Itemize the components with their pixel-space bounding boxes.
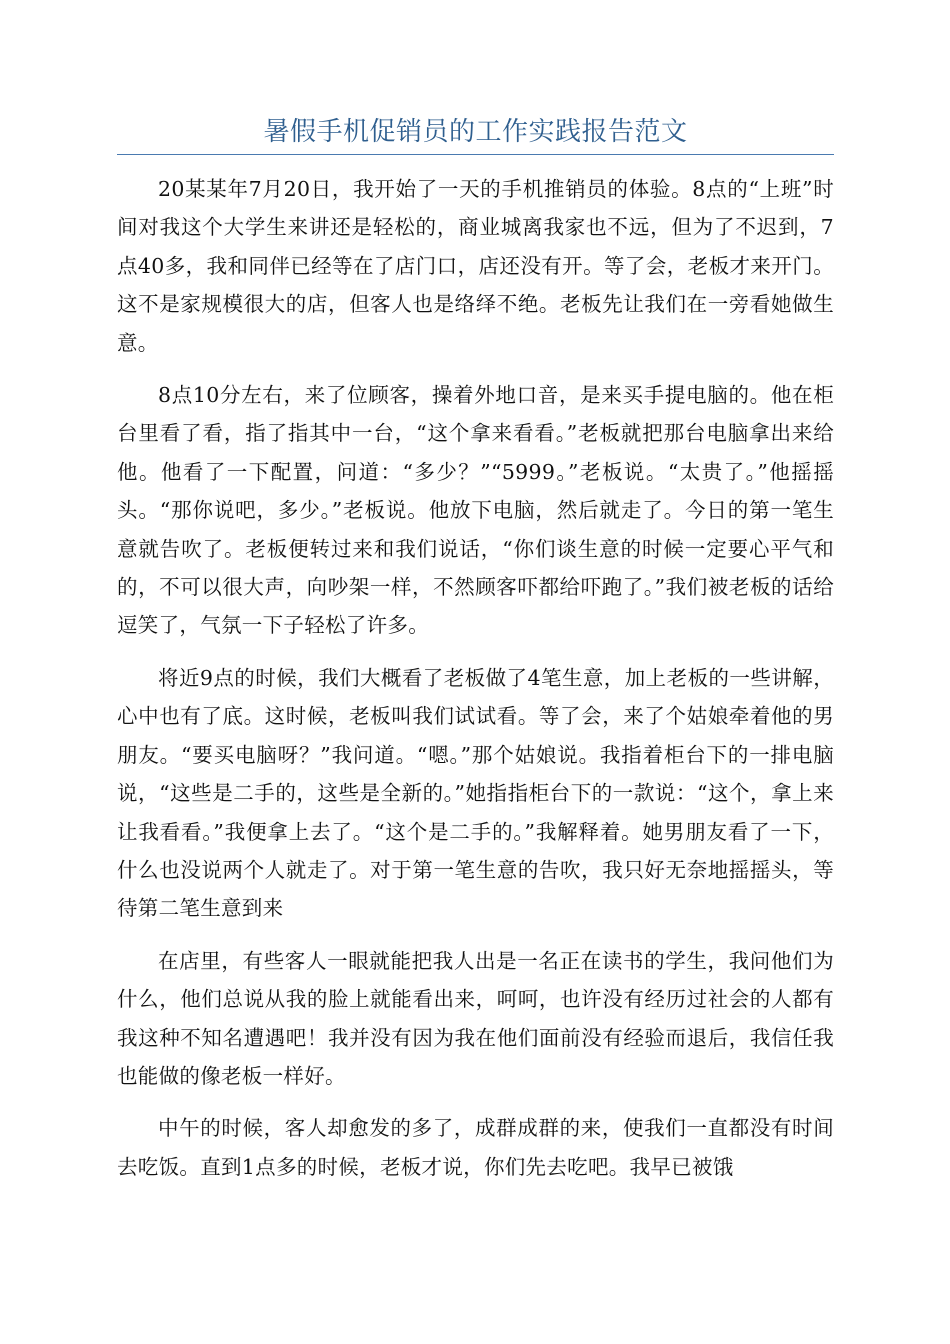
- document-body: [117, 170, 834, 1200]
- paragraph-5: 中午的时候，客人却愈发的多了，成群成群的来，使我们一直都没有时间去吃饭。直到1点多的时候，老板才说，你们先去吃吧。我早已被饿: [117, 1116, 834, 1179]
- paragraph-4: 在店里，有些客人一眼就能把我人出是一名正在读书的学生，我问他们为什么，他们总说从我的脸上就能看出来，呵呵，也许没有经历过社会的人都有我这种不知名遭遇吧！我并没有因为我在他们面前没有经验而退后，我信任我也能做的像老板一样好。: [117, 948, 834, 1088]
- title-underline: [117, 154, 834, 155]
- document-title: 暑假手机促销员的工作实践报告范文: [263, 117, 688, 147]
- paragraph-1: 20某某年7月20日，我开始了一天的手机推销员的体验。8点的“上班”时间对我这个大学生来讲还是轻松的，商业城离我家也不远，但为了不迟到，7点40多，我和同伴已经等在了店门口，店还没有开。等了会，老板才来开门。这不是家规模很大的店，但客人也是络绎不绝。老板先让我们在一旁看她做生意。: [117, 177, 834, 355]
- paragraph-3: 将近9点的时候，我们大概看了老板做了4笔生意，加上老板的一些讲解，心中也有了底。这时候，老板叫我们试试看。等了会，来了个姑娘牵着他的男朋友。“要买电脑呀？”我问道。“嗯。”那个姑娘说。我指着柜台下的一排电脑说，“这些是二手的，这些是全新的。”她指指柜台下的一款说：“这个，拿上来让我看看。”我便拿上去了。“这个是二手的。”我解释着。她男朋友看了一下，什么也没说两个人就走了。对于第一笔生意的告吹，我只好无奈地摇摇头，等待第二笔生意到来: [117, 665, 834, 921]
- paragraph-2: 8点10分左右，来了位顾客，操着外地口音，是来买手提电脑的。他在柜台里看了看，指了指其中一台，“这个拿来看看。”老板就把那台电脑拿出来给他。他看了一下配置，问道：“多少？”“5999。”老板说。“太贵了。”他摇摇头。“那你说吧，多少。”老板说。他放下电脑，然后就走了。今日的第一笔生意就告吹了。老板便转过来和我们说话，“你们谈生意的时候一定要心平气和的，不可以很大声，向吵架一样，不然顾客吓都给吓跑了。”我们被老板的话给逗笑了，气氛一下子轻松了许多。: [117, 383, 834, 638]
